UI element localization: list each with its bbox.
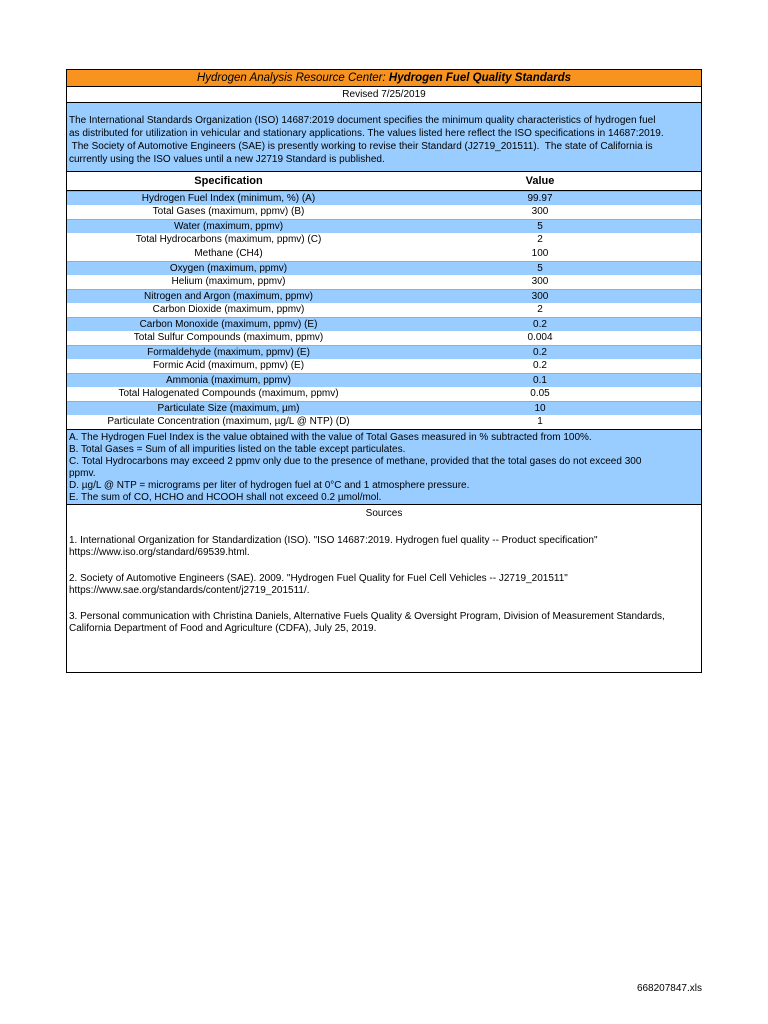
value-cell: 100 (531, 248, 549, 259)
footnote: ppmv. (69, 468, 96, 479)
table-row (67, 401, 701, 415)
source-ref-2 (69, 573, 699, 597)
value-cell: 0.05 (530, 388, 550, 399)
spreadsheet-page (66, 69, 702, 673)
intro-line: currently using the ISO values until a new J2719 Standard is published. (69, 154, 385, 165)
table-row (67, 317, 701, 331)
spec-cell: Total Sulfur Compounds (maximum, ppmv) (133, 332, 324, 343)
table-row (67, 275, 701, 289)
source-text: 2. Society of Automotive Engineers (SAE). 2009. "Hydrogen Fuel Quality for Fuel Cell Vehicles -- J2719_201511" (69, 573, 568, 584)
value-cell: 2 (537, 234, 543, 245)
value-cell: 0.2 (533, 319, 547, 330)
value-cell: 300 (531, 276, 549, 287)
source-text: 1. International Organization for Standardization (ISO). "ISO 14687:2019. Hydrogen fuel quality -- Product specification" (69, 535, 598, 546)
spec-cell: Hydrogen Fuel Index (minimum, %) (A) (141, 193, 316, 204)
document-title (67, 70, 701, 87)
source-link: https://www.iso.org/standard/69539.html. (69, 547, 250, 558)
source-link: https://www.sae.org/standards/content/j2719_201511/. (69, 585, 310, 596)
value-cell: 5 (537, 263, 543, 274)
spec-cell: Oxygen (maximum, ppmv) (169, 263, 288, 274)
table-header (67, 172, 701, 191)
file-name: 668207847.xls (636, 983, 702, 994)
footnote: B. Total Gases = Sum of all impurities listed on the table except particulates. (69, 444, 406, 455)
intro-line: as distributed for utilization in vehicular and stationary applications. The values listed here reflect the ISO specifications in 14687:2019. (69, 128, 664, 139)
table-row (67, 289, 701, 303)
value-cell: 5 (537, 221, 543, 232)
table-row (67, 303, 701, 317)
value-cell: 0.004 (527, 332, 553, 343)
spec-cell: Methane (CH4) (194, 248, 263, 259)
revised-date: Revised 7/25/2019 (67, 87, 701, 103)
table-row (67, 233, 701, 247)
sources-section (67, 508, 701, 635)
value-cell: 10 (534, 403, 546, 414)
footnotes (67, 429, 701, 505)
table-row (67, 415, 701, 429)
footnote: C. Total Hydrocarbons may exceed 2 ppmv only due to the presence of methane, provided that the total gases do not exceed 300 (69, 456, 642, 467)
spec-cell: Total Gases (maximum, ppmv) (B) (152, 206, 305, 217)
value-cell: 0.1 (533, 375, 547, 386)
footnote: D. µg/L @ NTP = micrograms per liter of hydrogen fuel at 0°C and 1 atmosphere pressure. (69, 480, 470, 491)
spec-cell: Carbon Dioxide (maximum, ppmv) (152, 304, 305, 315)
table-row (67, 219, 701, 233)
spec-cell: Total Hydrocarbons (maximum, ppmv) (C) (135, 234, 322, 245)
specification-table (67, 191, 701, 429)
spec-cell: Formic Acid (maximum, ppmv) (E) (152, 360, 305, 371)
title-prefix: Hydrogen Analysis Resource Center: (196, 72, 386, 84)
spec-cell: Water (maximum, ppmv) (173, 221, 284, 232)
source-text: 3. Personal communication with Christina Daniels, Alternative Fuels Quality & Oversight Program, Division of Measurement Standards, (69, 611, 665, 622)
table-row (67, 247, 701, 261)
spec-cell: Particulate Size (maximum, µm) (157, 403, 300, 414)
footnote: E. The sum of CO, HCHO and HCOOH shall not exceed 0.2 µmol/mol. (69, 492, 382, 503)
intro-paragraph (67, 103, 701, 172)
table-row (67, 205, 701, 219)
intro-line: The Society of Automotive Engineers (SAE) is presently working to revise their Standard (J2719_201511). The state of California is (69, 141, 653, 152)
title-main: Hydrogen Fuel Quality Standards (388, 72, 572, 84)
table-row (67, 191, 701, 205)
table-row (67, 387, 701, 401)
intro-line: The International Standards Organization (ISO) 14687:2019 document specifies the minimum quality characteristics of hydrogen fuel (69, 115, 656, 126)
spec-cell: Helium (maximum, ppmv) (171, 276, 286, 287)
spec-cell: Ammonia (maximum, ppmv) (165, 375, 292, 386)
source-text: California Department of Food and Agriculture (CDFA), July 25, 2019. (69, 623, 377, 634)
header-value: Value (525, 175, 555, 187)
source-ref-3 (69, 611, 699, 635)
sources-heading: Sources (365, 508, 403, 519)
spec-cell: Total Halogenated Compounds (maximum, ppmv) (118, 388, 339, 399)
header-specification: Specification (194, 175, 263, 187)
spec-cell: Nitrogen and Argon (maximum, ppmv) (144, 291, 313, 302)
table-row (67, 359, 701, 373)
value-cell: 1 (537, 416, 543, 427)
value-cell: 99.97 (527, 193, 553, 204)
value-cell: 300 (531, 206, 549, 217)
spec-cell: Formaldehyde (maximum, ppmv) (E) (147, 347, 310, 358)
value-cell: 0.2 (533, 347, 547, 358)
value-cell: 300 (531, 291, 549, 302)
spec-cell: Particulate Concentration (maximum, µg/L @ NTP) (D) (107, 416, 350, 427)
table-row (67, 331, 701, 345)
footnote: A. The Hydrogen Fuel Index is the value obtained with the value of Total Gases measured in % subtracted from 100%. (69, 432, 592, 443)
source-ref-1 (69, 535, 699, 559)
value-cell: 2 (537, 304, 543, 315)
table-row (67, 345, 701, 359)
table-row (67, 261, 701, 275)
value-cell: 0.2 (533, 360, 547, 371)
table-row (67, 373, 701, 387)
spec-cell: Carbon Monoxide (maximum, ppmv) (E) (139, 319, 318, 330)
